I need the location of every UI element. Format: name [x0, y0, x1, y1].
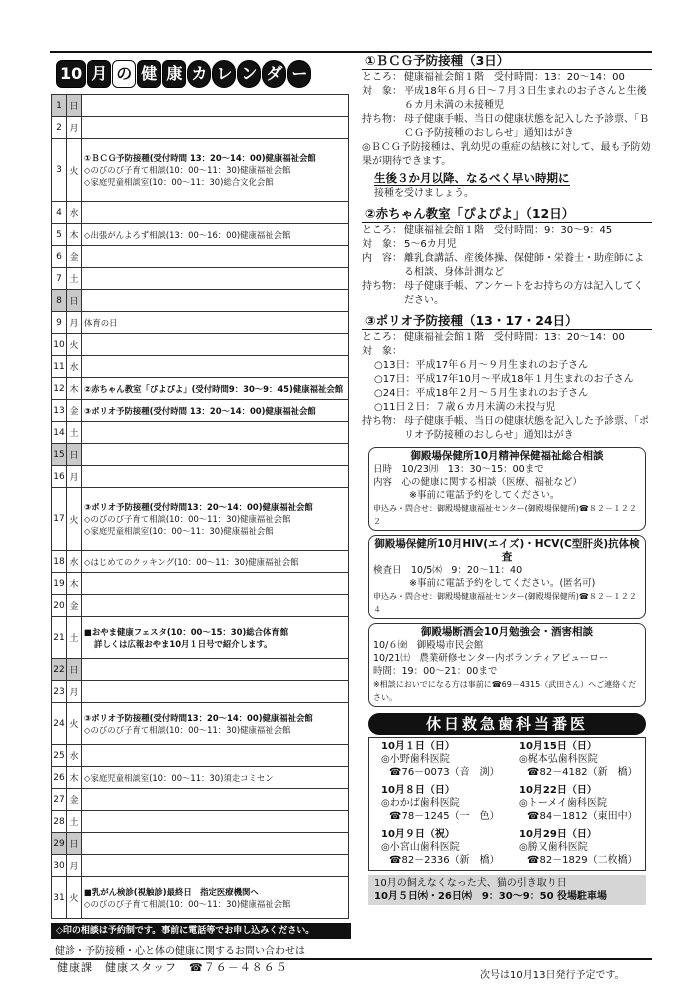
hiv-test-box: 御殿場保健所10月HIV(エイズ)・HCV(C型肝炎)抗体検査 検査日 10/5㈭ 9：20～11：40 ※事前に電話予約をしてください。(匿名可) 申込み・問合せ：御殿場健康福祉センター(御殿場保健所)☎８２－１２２４: [368, 535, 646, 619]
calendar-row: [52, 488, 349, 551]
calendar-row: [52, 290, 349, 312]
weekday: 水: [67, 745, 82, 767]
bcg-after: 接種を受けましょう。: [374, 188, 474, 199]
day-events: [82, 202, 349, 224]
day-events: [82, 855, 349, 877]
weekday: 月: [67, 681, 82, 703]
calendar-event: ◇のびのび子育て相談(10：00～11：30)健康福祉会館: [84, 514, 291, 524]
weekday: 日: [67, 290, 82, 312]
day-number: 15: [52, 444, 67, 466]
day-number: 30: [52, 855, 67, 877]
weekday: 火: [67, 877, 82, 919]
weekday: 木: [67, 573, 82, 595]
dental-tel: ☎82－2336（新 橋）: [389, 855, 500, 866]
day-number: 31: [52, 877, 67, 919]
calendar-row: [52, 268, 349, 290]
day-number: 23: [52, 681, 67, 703]
weekday: 水: [67, 551, 82, 573]
calendar-event: ◇はじめてのクッキング(10：00～11：30)健康福祉会館: [84, 556, 299, 567]
calendar-event: ◇出張がんよろず相談(13：00～16：00)健康福祉会館: [84, 229, 291, 240]
dental-entry: [507, 782, 645, 826]
day-events: [82, 789, 349, 811]
day-events: [82, 659, 349, 681]
day-events: [82, 334, 349, 356]
weekday: 金: [67, 400, 82, 422]
title-char: の: [112, 60, 136, 88]
day-events: [82, 356, 349, 378]
weekday: 木: [67, 767, 82, 789]
calendar-row: [52, 767, 349, 789]
info-row: ところ： 健康福祉会館１階 受付時間：13：20～14：00: [362, 72, 625, 83]
dental-clinic: ◎小宮山歯科医院: [381, 842, 460, 853]
title-char: 健: [137, 60, 161, 88]
day-number: 1: [52, 95, 67, 117]
day-events: [82, 877, 349, 919]
day-events: [82, 745, 349, 767]
day-number: 18: [52, 551, 67, 573]
weekday: 金: [67, 789, 82, 811]
polio-target: ○13日：平成17年６月～９月生まれのお子さん: [374, 360, 589, 371]
bcg-title: ①ＢＣＧ予防接種（3日）: [365, 53, 510, 68]
calendar-row: [52, 659, 349, 681]
day-number: 11: [52, 356, 67, 378]
weekday: 土: [67, 422, 82, 444]
day-events: [82, 312, 349, 334]
dental-date: 10月９日（祝）: [381, 829, 455, 840]
calendar-event: ①ＢＣＧ予防接種(受付時間 13：20～14：00)健康福祉会館: [84, 153, 316, 163]
dental-date: 10月15日（日）: [519, 741, 597, 752]
title-char: ー: [287, 60, 311, 88]
day-number: 10: [52, 334, 67, 356]
dental-clinic: ◎小野歯科医院: [381, 754, 450, 765]
weekday: 月: [67, 855, 82, 877]
day-number: 19: [52, 573, 67, 595]
dental-clinic: ◎勝又歯科医院: [519, 842, 588, 853]
day-events: [82, 444, 349, 466]
day-events: [82, 681, 349, 703]
contact-phone: 健康課 健康スタッフ ☎７６－４８６５: [57, 961, 288, 974]
day-number: 2: [52, 117, 67, 139]
info-row: 持ち物： 母子健康手帳、当日の健康状態を記入した予診票、「ポリオ予防接種のおしらせ」通知はがき: [362, 416, 649, 441]
calendar-row: [52, 378, 349, 400]
info-row: 持ち物： 母子健康手帳、当日の健康状態を記入した予診票、「ＢＣＧ予防接種のおしらせ」通知はがき: [362, 114, 649, 139]
calendar-event: ■乳がん検診(視触診)最終日 指定医療機関へ: [84, 886, 259, 897]
calendar-row: [52, 224, 349, 246]
calendar-row: [52, 202, 349, 224]
day-number: 21: [52, 617, 67, 659]
day-number: 28: [52, 811, 67, 833]
calendar-event: 体育の日: [84, 317, 118, 328]
day-number: 6: [52, 246, 67, 268]
day-number: 20: [52, 595, 67, 617]
polio-title: ③ポリオ予防接種（13・17・24日）: [365, 313, 578, 328]
day-number: 9: [52, 312, 67, 334]
title-char: カ: [187, 60, 211, 88]
calendar-row: [52, 246, 349, 268]
weekday: 金: [67, 246, 82, 268]
next-issue: 次号は10月13日発行予定です。: [480, 970, 625, 981]
polio-section: [362, 314, 652, 443]
title-char: 康: [162, 60, 186, 88]
calendar-event: ③ポリオ予防接種(受付時間13：20～14：00)健康福祉会館: [84, 712, 313, 723]
dental-clinic: ◎トーメイ歯科医院: [519, 798, 608, 809]
day-events: [82, 400, 349, 422]
day-events: [82, 703, 349, 745]
bcg-note: ◎ＢＣＧ予防接種は、乳幼児の重症の結核に対して、最も予防効果が期待できます。: [362, 142, 651, 167]
calendar-title: [56, 60, 351, 88]
weekday: 日: [67, 659, 82, 681]
title-char: 10: [56, 60, 86, 88]
dental-date: 10月１日（日）: [381, 741, 455, 752]
day-events: [82, 833, 349, 855]
weekday: 月: [67, 466, 82, 488]
dental-tel: ☎82－4182（新 橋）: [527, 767, 638, 778]
dental-list: [368, 737, 646, 871]
calendar-event: 詳しくは広報おやま10月１日号で紹介します。: [94, 638, 273, 649]
calendar-row: [52, 877, 349, 919]
day-events: [82, 246, 349, 268]
calendar-row: [52, 334, 349, 356]
day-events: [82, 595, 349, 617]
calendar-event: ■おやま健康フェスタ(10：00～15：30)総合体育館: [84, 626, 289, 637]
day-number: 22: [52, 659, 67, 681]
calendar-row: [52, 811, 349, 833]
calendar-event: ◇のびのび子育て相談(10：00～11：30)健康福祉会館: [84, 724, 291, 735]
calendar-event: ◇のびのび子育て相談(10：00～11：30)健康福祉会館: [84, 165, 291, 175]
bcg-section: [362, 54, 652, 201]
calendar-event: ◇家庭児童相談室(10：00～11：30)総合文化会館: [84, 177, 274, 187]
weekday: 水: [67, 356, 82, 378]
day-number: 25: [52, 745, 67, 767]
dental-date: 10月22日（日）: [519, 785, 597, 796]
baby-title: ②赤ちゃん教室「ぴよぴよ」（12日）: [365, 206, 575, 221]
day-number: 16: [52, 466, 67, 488]
title-char: 月: [87, 60, 111, 88]
info-row: 内 容： 離乳食講話、産後体操、保健師・栄養士・助産師による相談、身体計測など: [362, 253, 644, 278]
info-row: 対 象： 平成18年６月６日～７月３日生まれのお子さんと生後６カ月未満の未接種児: [362, 86, 647, 111]
day-events: [82, 466, 349, 488]
weekday: 火: [67, 334, 82, 356]
calendar-row: [52, 681, 349, 703]
day-events: [82, 224, 349, 246]
mental-health-box: 御殿場保健所10月精神保健福祉総合相談 日時 10/23㈪ 13：30～15：00まで 内容 心の健康に関する相談（医療、福祉など） ※事前に電話予約をしてください。 申込み・問合せ：御殿場健康福祉センター(御殿場保健所)☎８２－１２２２: [368, 447, 646, 531]
bcg-highlight: 生後３か月以降、なるべく早い時期に: [374, 171, 570, 185]
weekday: 日: [67, 833, 82, 855]
weekday: 火: [67, 703, 82, 745]
calendar-row: [52, 117, 349, 139]
day-events: [82, 767, 349, 789]
day-number: 29: [52, 833, 67, 855]
dental-entry: [507, 738, 645, 782]
polio-target: ○17日：平成17年10月～平成18年１月生まれのお子さん: [374, 374, 634, 385]
day-number: 12: [52, 378, 67, 400]
dental-clinic: ◎梶本弘歯科医院: [519, 754, 598, 765]
info-row: ところ： 健康福祉会館１階 受付時間：13：20～14：00: [362, 332, 625, 343]
day-number: 26: [52, 767, 67, 789]
weekday: 土: [67, 617, 82, 659]
day-events: [82, 117, 349, 139]
weekday: 月: [67, 117, 82, 139]
weekday: 火: [67, 139, 82, 202]
weekday: 金: [67, 595, 82, 617]
calendar-event: ◇のびのび子育て相談(10：00～11：30)健康福祉会館: [84, 898, 291, 909]
calendar-event: ③ポリオ予防接種(受付時間 13：20～14：00)健康福祉会館: [84, 405, 316, 416]
calendar-row: [52, 595, 349, 617]
dental-title: 休日救急歯科当番医: [368, 713, 646, 735]
weekday: 木: [67, 224, 82, 246]
baby-class-section: [362, 207, 652, 308]
divider: [362, 69, 652, 70]
calendar-row: [52, 617, 349, 659]
weekday: 水: [67, 202, 82, 224]
temperance-box: 御殿場断酒会10月勉強会・酒害相談 10/６㈮ 御殿場市民会館 10/21㈯ 農業研修センター内ボランティアビューロー 時間：19：00～21：00まで ※相談においでになる方は事前に☎69－4315（武田さん）へご連絡ください。: [368, 623, 646, 707]
calendar-row: [52, 400, 349, 422]
polio-target: ○11日２日：７歳６カ月未満の未投与児: [374, 402, 556, 413]
dental-date: 10月29日（日）: [519, 829, 597, 840]
reservation-note: ◇印の相談は予約制です。事前に電話等でお申し込みください。: [51, 923, 351, 939]
health-calendar: [51, 58, 351, 975]
dental-clinic: ◎わかば歯科医院: [381, 798, 460, 809]
day-number: 17: [52, 488, 67, 551]
day-events: [82, 139, 349, 202]
dental-tel: ☎76－0073（音 渕）: [389, 767, 500, 778]
dental-tel: ☎78－1245（一 色）: [389, 811, 500, 822]
weekday: 土: [67, 268, 82, 290]
weekday: 月: [67, 312, 82, 334]
calendar-row: [52, 422, 349, 444]
day-number: 4: [52, 202, 67, 224]
calendar-row: [52, 466, 349, 488]
info-row: ところ： 健康福祉会館１階 受付時間：9：30～9：45: [362, 225, 613, 236]
bottom-rule: [50, 958, 652, 960]
day-events: [82, 95, 349, 117]
dental-entry: [369, 782, 507, 826]
calendar-event: ②赤ちゃん教室「ぴよぴよ」(受付時間9：30～9：45)健康福祉会館: [84, 383, 344, 394]
dental-date: 10月８日（日）: [381, 785, 455, 796]
calendar-row: [52, 745, 349, 767]
title-char: ダ: [262, 60, 286, 88]
polio-target-label: 対 象：: [362, 346, 402, 357]
calendar-row: [52, 833, 349, 855]
calendar-row: [52, 855, 349, 877]
calendar-event: ③ポリオ予防接種(受付時間13：20～14：00)健康福祉会館: [84, 502, 313, 512]
info-row: 持ち物： 母子健康手帳、アンケートをお持ちの方は記入してください。: [362, 281, 644, 306]
day-events: [82, 488, 349, 551]
weekday: 木: [67, 378, 82, 400]
dental-entry: [507, 826, 645, 870]
calendar-row: [52, 95, 349, 117]
details-column: [362, 52, 652, 905]
calendar-row: [52, 139, 349, 202]
day-events: [82, 617, 349, 659]
divider: [362, 329, 652, 330]
calendar-event: ◇家庭児童相談室(10：00～11：30)須走コミセン: [84, 772, 274, 783]
calendar-row: [52, 356, 349, 378]
dental-tel: ☎82－1829（二枚橋）: [527, 855, 638, 866]
day-number: 3: [52, 139, 67, 202]
weekday: 火: [67, 488, 82, 551]
calendar-event: ◇家庭児童相談室(10：00～11：30)健康福祉会館: [84, 526, 274, 536]
day-number: 24: [52, 703, 67, 745]
day-number: 8: [52, 290, 67, 312]
polio-target: ○24日：平成18年２月～５月生まれのお子さん: [374, 388, 589, 399]
day-events: [82, 422, 349, 444]
day-number: 7: [52, 268, 67, 290]
title-char: レ: [212, 60, 236, 88]
calendar-row: [52, 573, 349, 595]
dental-tel: ☎84－1812（東田中）: [527, 811, 638, 822]
weekday: 日: [67, 95, 82, 117]
day-events: [82, 378, 349, 400]
calendar-row: [52, 789, 349, 811]
calendar-row: [52, 551, 349, 573]
weekday: 日: [67, 444, 82, 466]
divider: [362, 222, 652, 223]
day-events: [82, 573, 349, 595]
calendar-row: [52, 312, 349, 334]
contact-line: 健診・予防接種・心と体の健康に関するお問い合わせは: [55, 946, 305, 957]
day-number: 27: [52, 789, 67, 811]
day-events: [82, 551, 349, 573]
day-number: 13: [52, 400, 67, 422]
day-events: [82, 268, 349, 290]
calendar-row: [52, 444, 349, 466]
title-char: ン: [237, 60, 261, 88]
pet-pickup-box: 10月の飼えなくなった犬、猫の引き取り日 10月５日㈭・26日㈭ 9：30～9：50 役場駐車場: [368, 875, 646, 905]
info-row: 対 象： 5～6カ月児: [362, 239, 457, 250]
day-number: 5: [52, 224, 67, 246]
day-number: 14: [52, 422, 67, 444]
dental-entry: [369, 738, 507, 782]
day-events: [82, 811, 349, 833]
weekday: 土: [67, 811, 82, 833]
dental-entry: [369, 826, 507, 870]
calendar-row: [52, 703, 349, 745]
calendar-table: [51, 94, 349, 919]
day-events: [82, 290, 349, 312]
